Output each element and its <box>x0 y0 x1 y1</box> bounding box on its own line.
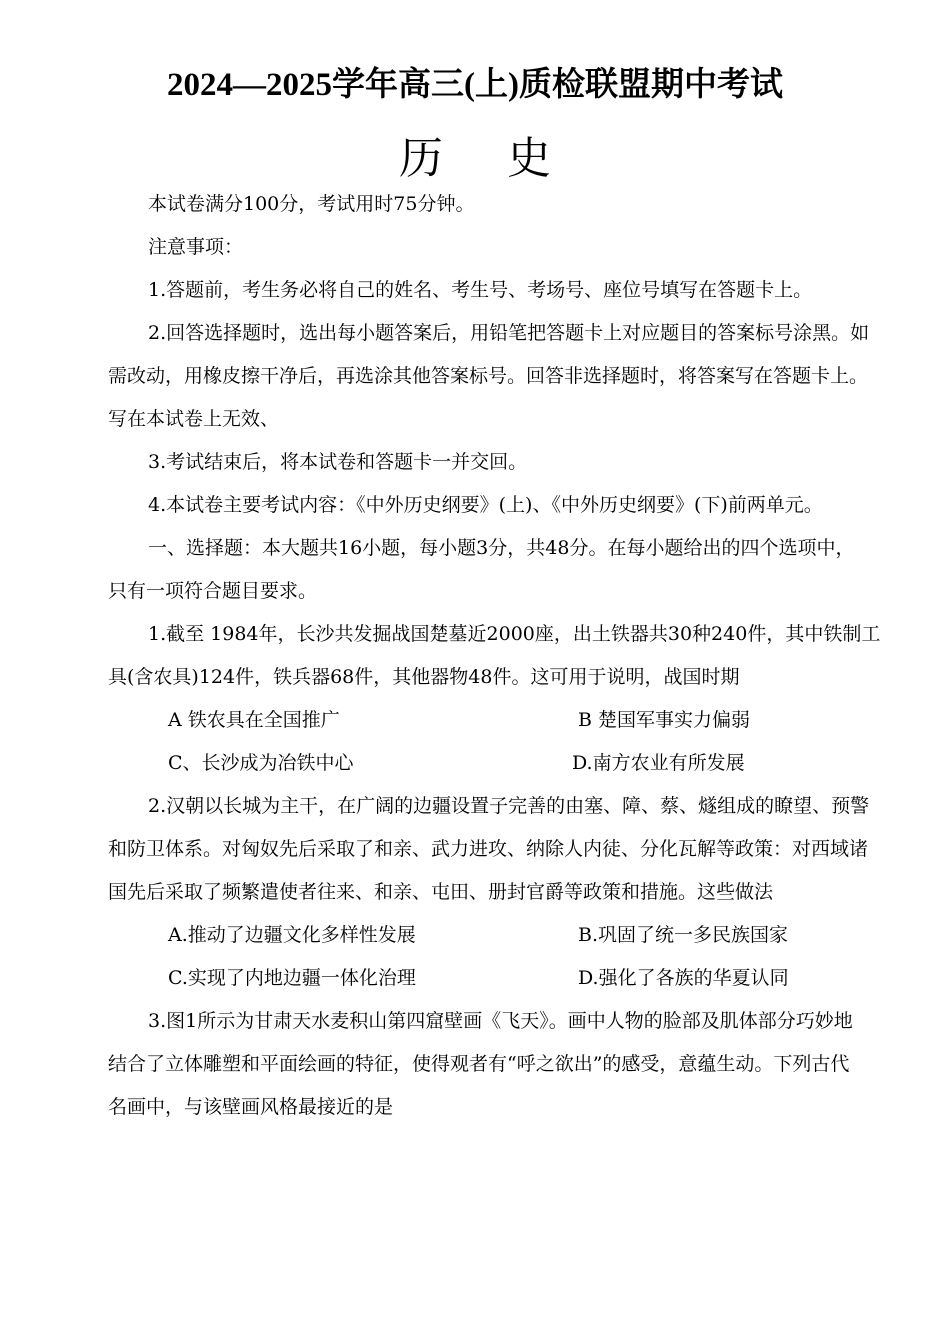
question-2-option-b: B.巩固了统一多民族国家 <box>578 924 789 946</box>
notice-3: 3.考试结束后，将本试卷和答题卡一并交回。 <box>148 451 528 473</box>
question-2-line-1: 2.汉朝以长城为主干，在广阔的边疆设置子完善的由塞、障、蔡、燧组成的瞭望、预警 <box>148 795 870 817</box>
question-2-option-c: C.实现了内地边疆一体化治理 <box>168 967 416 989</box>
question-1-line-1: 1.截至 1984年，长沙共发掘战国楚墓近2000座，出土铁器共30种240件，其中铁制工 <box>148 623 881 645</box>
subject-title: 历史 <box>399 133 615 184</box>
notice-2-line-1: 2.回答选择题时，选出每小题答案后，用铅笔把答题卡上对应题目的答案标号涂黑。如 <box>148 322 870 344</box>
notice-4: 4.本试卷主要考试内容：《中外历史纲要》(上)、《中外历史纲要》(下)前两单元。 <box>148 494 823 516</box>
notice-2-line-2: 需改动，用橡皮擦干净后，再选涂其他答案标号。回答非选择题时，将答案写在答题卡上。 <box>108 365 869 387</box>
notice-heading: 注意事项： <box>148 236 244 258</box>
question-2-line-2: 和防卫体系。对匈奴先后采取了和亲、武力进攻、纳除人内徒、分化瓦解等政策：对西域诸 <box>108 838 869 860</box>
notice-2-line-3: 写在本试卷上无效、 <box>108 408 280 430</box>
question-1-line-2: 具(含农具)124件，铁兵器68件，其他器物48件。这可用于说明，战国时期 <box>108 666 740 688</box>
question-3-line-1: 3.图1所示为甘肃天水麦积山第四窟壁画《飞天》。画中人物的脸部及肌体部分巧妙地 <box>148 1010 853 1032</box>
question-1-option-a: A 铁农具在全国推广 <box>168 709 340 731</box>
section-1-line-2: 只有一项符合题目要求。 <box>108 580 318 602</box>
question-1-option-c: C、长沙成为冶铁中心 <box>168 752 354 774</box>
question-2-option-a: A.推动了边疆文化多样性发展 <box>168 924 416 946</box>
question-1-option-d: D.南方农业有所发展 <box>572 752 745 774</box>
score-time-note: 本试卷满分100分，考试用时75分钟。 <box>148 193 475 215</box>
question-2-option-d: D.强化了各族的华夏认同 <box>578 967 789 989</box>
question-3-line-3: 名画中，与该壁画风格最接近的是 <box>108 1096 394 1118</box>
question-3-line-2: 结合了立体雕塑和平面绘画的特征，使得观者有“呼之欲出”的感受，意蕴生动。下列古代 <box>108 1053 850 1075</box>
section-1-line-1: 一、选择题：本大题共16小题，每小题3分，共48分。在每小题给出的四个选项中， <box>148 537 855 559</box>
question-2-line-3: 国先后采取了频繁遣使者往来、和亲、屯田、册封官爵等政策和措施。这些做法 <box>108 881 774 903</box>
question-1-option-b: B 楚国军事实力偏弱 <box>578 709 751 731</box>
exam-title: 2024—2025学年高三(上)质检联盟期中考试 <box>167 67 783 103</box>
notice-1: 1.答题前，考生务必将自己的姓名、考生号、考场号、座位号填写在答题卡上。 <box>148 279 813 301</box>
